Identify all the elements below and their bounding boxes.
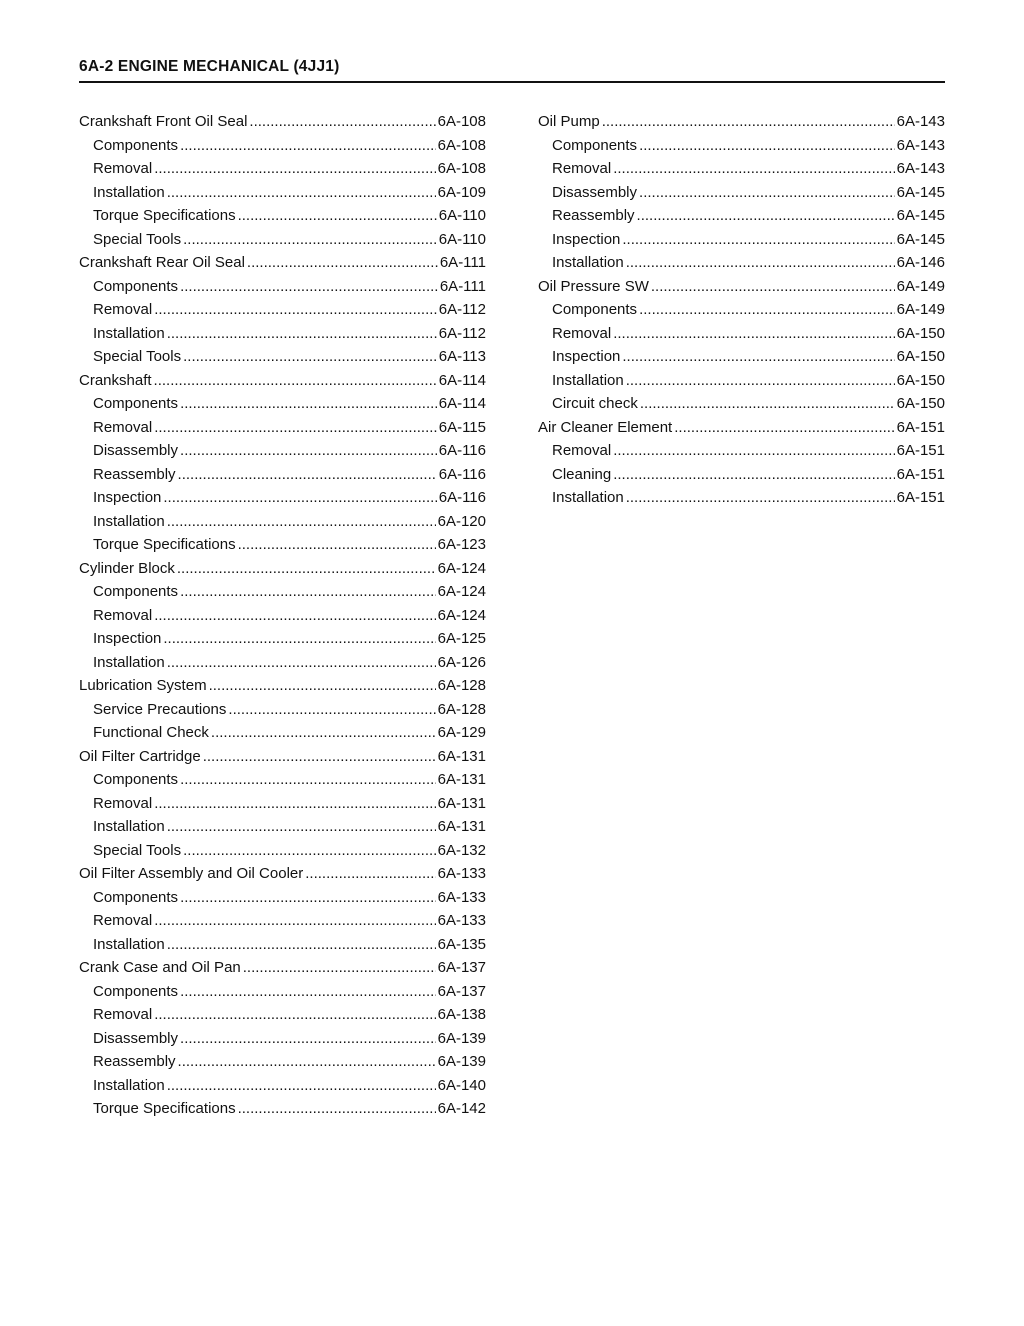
toc-dot-leader — [167, 1074, 436, 1098]
toc-entry-page-number: 6A-108 — [437, 113, 486, 130]
toc-entry-page-number: 6A-146 — [896, 254, 945, 271]
toc-entry-page-number: 6A-116 — [438, 442, 486, 459]
toc-column-left — [79, 110, 486, 1121]
toc-entry-page-number: 6A-135 — [437, 935, 486, 953]
toc-dot-leader — [180, 275, 438, 299]
toc-entry-page-number: 6A-131 — [437, 771, 486, 788]
toc-dot-leader — [167, 322, 437, 346]
toc-entry-page-number: 6A-137 — [437, 982, 486, 1000]
toc-entry-page-number: 6A-142 — [437, 1100, 486, 1117]
toc-dot-leader — [180, 1027, 436, 1051]
toc-entry-page-number: 6A-110 — [438, 207, 486, 224]
toc-entry-label: Reassembly — [93, 465, 176, 483]
toc-entry-page-number: 6A-109 — [437, 183, 486, 201]
toc-sub-entry — [79, 392, 486, 416]
toc-entry-label: Installation — [93, 512, 165, 530]
toc-sub-entry — [79, 1097, 486, 1121]
toc-entry-label: Oil Filter Assembly and Oil Cooler — [79, 865, 304, 882]
toc-dot-leader — [209, 674, 436, 698]
toc-entry-page-number: 6A-125 — [437, 630, 486, 647]
toc-sub-entry — [79, 980, 486, 1004]
toc-dot-leader — [154, 1003, 435, 1027]
toc-dot-leader — [247, 251, 438, 275]
toc-dot-leader — [622, 345, 894, 369]
toc-sub-entry — [79, 439, 486, 463]
toc-sub-entry — [79, 909, 486, 933]
toc-entry-page-number: 6A-140 — [437, 1076, 486, 1094]
toc-entry-page-number: 6A-131 — [437, 818, 486, 835]
toc-entry-page-number: 6A-113 — [438, 348, 486, 365]
toc-entry-page-number: 6A-123 — [437, 536, 486, 553]
toc-section-entry — [538, 110, 945, 134]
toc-dot-leader — [238, 533, 436, 557]
toc-entry-page-number: 6A-128 — [437, 677, 486, 694]
table-of-contents — [79, 110, 945, 1121]
toc-sub-entry — [79, 1050, 486, 1074]
toc-sub-entry — [79, 486, 486, 510]
toc-dot-leader — [167, 933, 436, 957]
toc-entry-page-number: 6A-124 — [437, 559, 486, 577]
toc-sub-entry — [79, 792, 486, 816]
toc-entry-label: Components — [93, 395, 179, 412]
toc-sub-entry — [79, 510, 486, 534]
toc-dot-leader — [183, 839, 436, 863]
toc-sub-entry — [79, 768, 486, 792]
toc-dot-leader — [228, 698, 435, 722]
toc-section-entry — [79, 369, 486, 393]
toc-entry-label: Installation — [552, 254, 624, 271]
toc-entry-label: Air Cleaner Element — [538, 418, 673, 436]
toc-entry-page-number: 6A-126 — [437, 653, 486, 671]
toc-dot-leader — [154, 157, 435, 181]
toc-sub-entry — [79, 815, 486, 839]
toc-entry-page-number: 6A-131 — [437, 747, 486, 765]
toc-dot-leader — [154, 369, 437, 393]
toc-entry-page-number: 6A-120 — [437, 512, 486, 530]
toc-entry-label: Disassembly — [93, 442, 179, 459]
toc-entry-page-number: 6A-114 — [438, 395, 486, 412]
toc-dot-leader — [180, 980, 436, 1004]
toc-entry-page-number: 6A-116 — [438, 489, 486, 506]
toc-entry-page-number: 6A-128 — [437, 700, 486, 718]
toc-dot-leader — [167, 815, 436, 839]
toc-dot-leader — [613, 157, 894, 181]
toc-entry-page-number: 6A-115 — [438, 418, 486, 436]
toc-entry-page-number: 6A-110 — [438, 230, 486, 248]
toc-entry-label: Inspection — [93, 489, 162, 506]
toc-dot-leader — [305, 862, 435, 886]
toc-dot-leader — [211, 721, 436, 745]
toc-entry-label: Removal — [552, 324, 612, 342]
toc-dot-leader — [613, 439, 894, 463]
toc-entry-page-number: 6A-150 — [896, 371, 945, 389]
toc-sub-entry — [538, 181, 945, 205]
toc-entry-page-number: 6A-150 — [896, 395, 945, 412]
toc-dot-leader — [613, 463, 894, 487]
toc-sub-entry — [79, 933, 486, 957]
toc-sub-entry — [79, 886, 486, 910]
toc-entry-label: Components — [93, 136, 179, 154]
toc-entry-label: Special Tools — [93, 230, 182, 248]
toc-entry-label: Installation — [93, 1076, 165, 1094]
toc-entry-page-number: 6A-145 — [896, 183, 945, 201]
toc-entry-label: Removal — [93, 418, 153, 436]
toc-dot-leader — [626, 369, 895, 393]
toc-entry-label: Crank Case and Oil Pan — [79, 959, 241, 976]
toc-dot-leader — [183, 345, 437, 369]
toc-sub-entry — [79, 839, 486, 863]
toc-entry-label: Disassembly — [93, 1029, 179, 1047]
toc-sub-entry — [538, 345, 945, 369]
toc-dot-leader — [622, 228, 894, 252]
toc-entry-label: Circuit check — [552, 395, 638, 412]
toc-entry-page-number: 6A-139 — [437, 1029, 486, 1047]
toc-sub-entry — [79, 604, 486, 628]
toc-sub-entry — [79, 298, 486, 322]
toc-entry-label: Removal — [93, 160, 153, 177]
toc-entry-label: Cylinder Block — [79, 559, 175, 577]
toc-entry-page-number: 6A-112 — [438, 324, 486, 342]
toc-dot-leader — [626, 251, 895, 275]
toc-entry-label: Oil Pressure SW — [538, 277, 649, 295]
toc-entry-page-number: 6A-145 — [896, 230, 945, 248]
toc-entry-label: Removal — [552, 160, 612, 177]
toc-entry-label: Inspection — [552, 230, 621, 248]
toc-sub-entry — [79, 134, 486, 158]
toc-sub-entry — [538, 486, 945, 510]
toc-dot-leader — [167, 181, 436, 205]
toc-sub-entry — [538, 298, 945, 322]
toc-sub-entry — [79, 533, 486, 557]
toc-entry-label: Components — [93, 583, 179, 600]
toc-section-entry — [538, 416, 945, 440]
toc-entry-label: Oil Pump — [538, 113, 600, 130]
toc-sub-entry — [79, 204, 486, 228]
toc-sub-entry — [538, 463, 945, 487]
toc-dot-leader — [639, 181, 895, 205]
toc-entry-page-number: 6A-108 — [437, 136, 486, 154]
toc-entry-page-number: 6A-129 — [437, 724, 486, 741]
toc-entry-label: Disassembly — [552, 183, 638, 201]
toc-entry-label: Removal — [552, 442, 612, 459]
toc-entry-label: Torque Specifications — [93, 536, 236, 553]
toc-section-entry — [79, 745, 486, 769]
toc-entry-label: Installation — [93, 935, 165, 953]
toc-dot-leader — [238, 204, 437, 228]
toc-entry-label: Reassembly — [93, 1053, 176, 1070]
toc-entry-page-number: 6A-133 — [437, 888, 486, 906]
toc-entry-label: Crankshaft — [79, 371, 152, 389]
toc-entry-page-number: 6A-112 — [438, 301, 486, 318]
toc-sub-entry — [538, 439, 945, 463]
toc-sub-entry — [79, 181, 486, 205]
toc-sub-entry — [79, 416, 486, 440]
toc-sub-entry — [538, 134, 945, 158]
toc-sub-entry — [79, 1003, 486, 1027]
toc-sub-entry — [79, 322, 486, 346]
toc-entry-label: Removal — [93, 912, 153, 929]
toc-dot-leader — [154, 416, 437, 440]
toc-sub-entry — [79, 651, 486, 675]
toc-entry-label: Inspection — [93, 630, 162, 647]
toc-sub-entry — [79, 463, 486, 487]
toc-sub-entry — [79, 275, 486, 299]
toc-entry-label: Removal — [93, 794, 153, 812]
toc-sub-entry — [79, 157, 486, 181]
toc-sub-entry — [538, 251, 945, 275]
toc-dot-leader — [154, 604, 435, 628]
toc-entry-label: Removal — [93, 606, 153, 624]
toc-dot-leader — [178, 463, 437, 487]
toc-entry-page-number: 6A-149 — [896, 301, 945, 318]
toc-dot-leader — [163, 627, 435, 651]
toc-entry-label: Components — [93, 771, 179, 788]
toc-entry-label: Installation — [93, 183, 165, 201]
toc-section-entry — [79, 674, 486, 698]
toc-entry-label: Cleaning — [552, 465, 612, 483]
toc-entry-page-number: 6A-131 — [437, 794, 486, 812]
toc-dot-leader — [602, 110, 895, 134]
toc-entry-page-number: 6A-114 — [438, 371, 486, 389]
toc-entry-page-number: 6A-139 — [437, 1053, 486, 1070]
toc-dot-leader — [163, 486, 436, 510]
toc-section-entry — [79, 557, 486, 581]
toc-dot-leader — [154, 298, 437, 322]
toc-sub-entry — [538, 204, 945, 228]
toc-dot-leader — [626, 486, 895, 510]
toc-sub-entry — [79, 228, 486, 252]
toc-entry-page-number: 6A-133 — [437, 865, 486, 882]
toc-entry-page-number: 6A-124 — [437, 583, 486, 600]
toc-dot-leader — [180, 886, 436, 910]
toc-section-entry — [538, 275, 945, 299]
toc-sub-entry — [538, 322, 945, 346]
toc-dot-leader — [640, 392, 895, 416]
toc-sub-entry — [79, 721, 486, 745]
toc-dot-leader — [639, 134, 895, 158]
toc-dot-leader — [203, 745, 436, 769]
toc-dot-leader — [180, 134, 436, 158]
toc-entry-page-number: 6A-116 — [438, 465, 486, 483]
toc-sub-entry — [538, 228, 945, 252]
toc-entry-label: Torque Specifications — [93, 1100, 236, 1117]
toc-entry-label: Special Tools — [93, 348, 182, 365]
toc-entry-label: Special Tools — [93, 841, 182, 859]
toc-dot-leader — [651, 275, 895, 299]
toc-sub-entry — [79, 698, 486, 722]
toc-entry-label: Installation — [552, 371, 624, 389]
toc-dot-leader — [613, 322, 894, 346]
toc-sub-entry — [538, 157, 945, 181]
toc-entry-page-number: 6A-137 — [437, 959, 486, 976]
toc-entry-label: Installation — [93, 818, 165, 835]
toc-entry-page-number: 6A-149 — [896, 277, 945, 295]
toc-dot-leader — [180, 392, 437, 416]
toc-section-entry — [79, 956, 486, 980]
toc-dot-leader — [180, 439, 437, 463]
toc-dot-leader — [180, 580, 436, 604]
toc-dot-leader — [674, 416, 894, 440]
toc-dot-leader — [154, 909, 435, 933]
toc-entry-label: Removal — [93, 1006, 153, 1023]
toc-entry-label: Components — [93, 982, 179, 1000]
toc-entry-label: Lubrication System — [79, 677, 207, 694]
toc-entry-label: Removal — [93, 301, 153, 318]
toc-entry-page-number: 6A-150 — [896, 348, 945, 365]
toc-entry-label: Components — [93, 277, 179, 295]
toc-dot-leader — [249, 110, 435, 134]
toc-sub-entry — [79, 580, 486, 604]
toc-dot-leader — [177, 557, 436, 581]
toc-entry-page-number: 6A-138 — [437, 1006, 486, 1023]
toc-entry-label: Components — [552, 136, 638, 154]
toc-sub-entry — [79, 1027, 486, 1051]
toc-section-entry — [79, 251, 486, 275]
toc-sub-entry — [79, 345, 486, 369]
toc-entry-page-number: 6A-151 — [896, 489, 945, 506]
toc-entry-label: Torque Specifications — [93, 207, 236, 224]
toc-entry-page-number: 6A-124 — [437, 606, 486, 624]
toc-sub-entry — [79, 627, 486, 651]
toc-entry-label: Components — [93, 888, 179, 906]
toc-section-entry — [79, 110, 486, 134]
toc-entry-page-number: 6A-132 — [437, 841, 486, 859]
toc-sub-entry — [79, 1074, 486, 1098]
toc-entry-page-number: 6A-151 — [896, 465, 945, 483]
toc-entry-page-number: 6A-111 — [439, 254, 486, 271]
toc-dot-leader — [183, 228, 437, 252]
toc-entry-page-number: 6A-143 — [896, 113, 945, 130]
toc-section-entry — [79, 862, 486, 886]
toc-entry-label: Service Precautions — [93, 700, 227, 718]
toc-entry-page-number: 6A-150 — [896, 324, 945, 342]
toc-sub-entry — [538, 369, 945, 393]
toc-entry-label: Oil Filter Cartridge — [79, 747, 201, 765]
toc-entry-page-number: 6A-151 — [896, 418, 945, 436]
toc-entry-page-number: 6A-143 — [896, 136, 945, 154]
toc-entry-label: Reassembly — [552, 207, 635, 224]
toc-entry-label: Crankshaft Rear Oil Seal — [79, 254, 245, 271]
toc-entry-page-number: 6A-111 — [439, 277, 486, 295]
toc-dot-leader — [178, 1050, 436, 1074]
toc-entry-page-number: 6A-108 — [437, 160, 486, 177]
toc-entry-label: Installation — [93, 653, 165, 671]
toc-dot-leader — [637, 204, 895, 228]
toc-dot-leader — [180, 768, 436, 792]
toc-entry-label: Installation — [93, 324, 165, 342]
toc-column-right — [538, 110, 945, 1121]
toc-entry-page-number: 6A-133 — [437, 912, 486, 929]
toc-entry-page-number: 6A-151 — [896, 442, 945, 459]
toc-entry-label: Components — [552, 301, 638, 318]
toc-sub-entry — [538, 392, 945, 416]
toc-entry-label: Crankshaft Front Oil Seal — [79, 113, 248, 130]
toc-dot-leader — [243, 956, 436, 980]
toc-dot-leader — [238, 1097, 436, 1121]
toc-entry-page-number: 6A-145 — [896, 207, 945, 224]
toc-entry-label: Installation — [552, 489, 624, 506]
toc-dot-leader — [154, 792, 435, 816]
toc-dot-leader — [167, 651, 436, 675]
toc-entry-label: Functional Check — [93, 724, 209, 741]
toc-entry-page-number: 6A-143 — [896, 160, 945, 177]
toc-dot-leader — [167, 510, 436, 534]
toc-entry-label: Inspection — [552, 348, 621, 365]
page-header: 6A-2 ENGINE MECHANICAL (4JJ1) — [79, 58, 945, 83]
toc-dot-leader — [639, 298, 895, 322]
